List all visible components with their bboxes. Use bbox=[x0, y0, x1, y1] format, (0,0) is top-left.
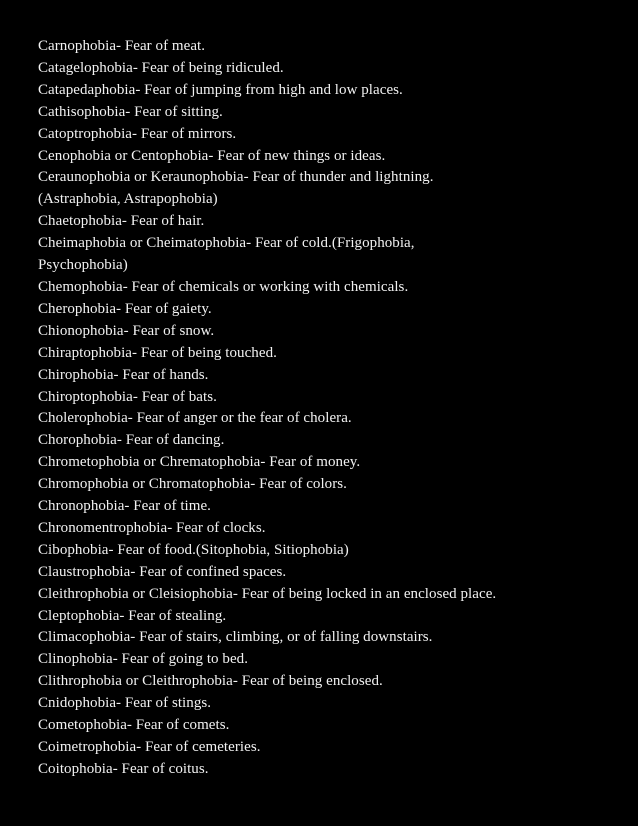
list-item: Cenophobia or Centophobia- Fear of new things or ideas. bbox=[38, 147, 386, 164]
list-item: Cherophobia- Fear of gaiety. bbox=[38, 300, 212, 317]
list-item: Cibophobia- Fear of food.(Sitophobia, Sitiophobia) bbox=[38, 541, 349, 558]
list-item: Catapedaphobia- Fear of jumping from high and low places. bbox=[38, 81, 403, 98]
list-item: Chromophobia or Chromatophobia- Fear of colors. bbox=[38, 476, 347, 493]
list-item: Catoptrophobia- Fear of mirrors. bbox=[38, 125, 237, 142]
list-item: Chiroptophobia- Fear of bats. bbox=[38, 388, 217, 405]
list-item: Carnophobia- Fear of meat. bbox=[38, 38, 206, 54]
list-item: Cleptophobia- Fear of stealing. bbox=[38, 607, 227, 624]
list-item: Clithrophobia or Cleithrophobia- Fear of being enclosed. bbox=[38, 673, 383, 690]
list-item: Ceraunophobia or Keraunophobia- Fear of thunder and lightning.(Astraphobia, Astrapophobia) bbox=[38, 169, 434, 208]
list-item: Cometophobia- Fear of comets. bbox=[38, 717, 230, 734]
list-item: Cheimaphobia or Cheimatophobia- Fear of cold.(Frigophobia, Psychophobia) bbox=[38, 235, 415, 274]
list-item: Coitophobia- Fear of coitus. bbox=[38, 760, 209, 777]
list-item: Climacophobia- Fear of stairs, climbing, or of falling downstairs. bbox=[38, 629, 433, 646]
list-item: Chronophobia- Fear of time. bbox=[38, 498, 211, 515]
list-item: Chaetophobia- Fear of hair. bbox=[38, 213, 205, 230]
list-item: Cathisophobia- Fear of sitting. bbox=[38, 103, 223, 120]
list-item: Chirophobia- Fear of hands. bbox=[38, 366, 209, 383]
list-item: Coimetrophobia- Fear of cemeteries. bbox=[38, 739, 261, 755]
list-item: Chiraptophobia- Fear of being touched. bbox=[38, 344, 277, 361]
list-item: Claustrophobia- Fear of confined spaces. bbox=[38, 563, 287, 580]
list-item: Cleithrophobia or Cleisiophobia- Fear of being locked in an enclosed place. bbox=[38, 585, 497, 602]
list-item: Chemophobia- Fear of chemicals or working with chemicals. bbox=[38, 278, 409, 295]
list-item: Cholerophobia- Fear of anger or the fear of cholera. bbox=[38, 410, 352, 427]
list-item: Clinophobia- Fear of going to bed. bbox=[38, 651, 249, 668]
list-item: Chrometophobia or Chrematophobia- Fear of money. bbox=[38, 454, 361, 471]
list-item: Chionophobia- Fear of snow. bbox=[38, 322, 215, 339]
list-item: Catagelophobia- Fear of being ridiculed. bbox=[38, 59, 284, 76]
list-item: Cnidophobia- Fear of stings. bbox=[38, 695, 212, 712]
list-item: Chronomentrophobia- Fear of clocks. bbox=[38, 519, 266, 536]
list-item: Chorophobia- Fear of dancing. bbox=[38, 432, 225, 449]
